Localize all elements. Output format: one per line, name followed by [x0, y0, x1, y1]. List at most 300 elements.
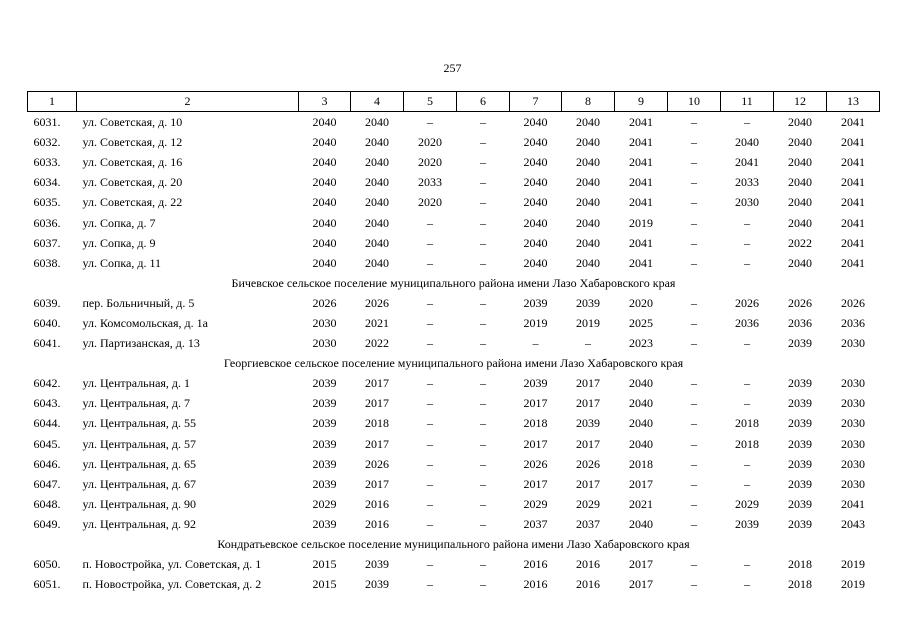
year-cell: 2037: [523, 516, 548, 531]
year-cell: 2017: [576, 396, 600, 411]
year-cell: –: [744, 376, 750, 391]
year-cell: 2015: [312, 577, 337, 592]
year-cell: 2016: [523, 557, 548, 572]
address-cell: ул. Центральная, д. 57: [82, 436, 197, 451]
year-cell: 2026: [735, 295, 759, 310]
year-cell: –: [480, 175, 486, 190]
table-row: [28, 293, 880, 313]
year-cell: 2019: [523, 315, 548, 330]
year-cell: 2040: [576, 135, 600, 150]
year-cell: 2025: [629, 315, 653, 330]
section-heading-row: [28, 353, 880, 373]
year-cell: 2041: [629, 135, 653, 150]
year-cell: 2017: [523, 436, 548, 451]
section-heading-row: [28, 273, 880, 293]
year-cell: 2040: [523, 135, 548, 150]
header-cell: 8: [562, 92, 615, 112]
year-cell: 2033: [735, 175, 759, 190]
year-cell: 2039: [788, 376, 812, 391]
year-cell: –: [480, 195, 486, 210]
year-cell: 2040: [629, 376, 653, 391]
address-cell: ул. Центральная, д. 67: [82, 476, 197, 491]
year-cell: –: [691, 456, 697, 471]
table-row: [28, 454, 880, 474]
year-cell: 2030: [841, 456, 865, 471]
year-cell: –: [480, 436, 486, 451]
year-cell: 2041: [841, 135, 865, 150]
year-cell: 2030: [735, 195, 759, 210]
year-cell: 2039: [312, 396, 337, 411]
year-cell: –: [480, 135, 486, 150]
year-cell: 2015: [312, 557, 337, 572]
year-cell: –: [427, 496, 433, 511]
year-cell: 2017: [629, 476, 653, 491]
address-cell: ул. Советская, д. 10: [82, 115, 183, 130]
year-cell: 2017: [576, 436, 600, 451]
year-cell: 2021: [365, 315, 389, 330]
header-cell: 6: [457, 92, 510, 112]
year-cell: 2040: [576, 195, 600, 210]
year-cell: 2040: [365, 155, 389, 170]
address-cell: ул. Центральная, д. 92: [82, 516, 197, 531]
year-cell: 2018: [788, 557, 812, 572]
year-cell: 2039: [312, 416, 337, 431]
year-cell: 2040: [523, 215, 548, 230]
year-cell: 2043: [841, 516, 865, 531]
header-cell: 7: [510, 92, 562, 112]
header-cell: 4: [351, 92, 404, 112]
year-cell: 2040: [312, 195, 337, 210]
header-cell: 12: [774, 92, 827, 112]
year-cell: –: [480, 376, 486, 391]
address-cell: п. Новостройка, ул. Советская, д. 1: [82, 557, 262, 572]
year-cell: –: [691, 255, 697, 270]
year-cell: 2039: [788, 456, 812, 471]
year-cell: –: [427, 336, 433, 351]
year-cell: 2026: [312, 295, 337, 310]
table-row: [28, 233, 880, 253]
row-number: 6036.: [33, 215, 61, 230]
section-heading-row: [28, 534, 880, 554]
year-cell: 2039: [576, 295, 600, 310]
row-number: 6047.: [33, 476, 61, 491]
table-row: [28, 152, 880, 172]
year-cell: –: [744, 215, 750, 230]
year-cell: 2036: [735, 315, 759, 330]
year-cell: 2040: [365, 255, 389, 270]
year-cell: 2029: [735, 496, 759, 511]
year-cell: –: [744, 577, 750, 592]
year-cell: –: [480, 155, 486, 170]
year-cell: –: [691, 376, 697, 391]
year-cell: 2030: [841, 436, 865, 451]
year-cell: 2041: [629, 235, 653, 250]
year-cell: 2040: [365, 195, 389, 210]
year-cell: 2040: [576, 215, 600, 230]
year-cell: –: [744, 255, 750, 270]
year-cell: 2040: [629, 516, 653, 531]
address-cell: ул. Сопка, д. 9: [82, 235, 156, 250]
year-cell: –: [744, 235, 750, 250]
year-cell: 2036: [841, 315, 865, 330]
year-cell: –: [744, 115, 750, 130]
year-cell: 2018: [735, 416, 759, 431]
year-cell: 2030: [841, 396, 865, 411]
row-number: 6034.: [33, 175, 61, 190]
year-cell: 2040: [312, 115, 337, 130]
year-cell: 2018: [365, 416, 389, 431]
year-cell: 2020: [629, 295, 653, 310]
year-cell: 2040: [576, 175, 600, 190]
header-cell: 1: [28, 92, 77, 112]
year-cell: –: [427, 516, 433, 531]
year-cell: –: [480, 215, 486, 230]
section-heading: Кондратьевское сельское поселение муниципального района имени Лазо Хабаровского края: [217, 537, 690, 552]
year-cell: 2041: [841, 235, 865, 250]
header-cell: 5: [404, 92, 457, 112]
year-cell: 2040: [312, 235, 337, 250]
year-cell: 2016: [576, 557, 600, 572]
year-cell: –: [427, 115, 433, 130]
row-number: 6031.: [33, 115, 61, 130]
year-cell: –: [480, 336, 486, 351]
year-cell: –: [691, 557, 697, 572]
row-number: 6051.: [33, 577, 61, 592]
address-cell: ул. Советская, д. 22: [82, 195, 183, 210]
year-cell: 2017: [523, 476, 548, 491]
year-cell: 2022: [788, 235, 812, 250]
year-cell: 2030: [312, 336, 337, 351]
year-cell: –: [427, 456, 433, 471]
year-cell: 2040: [576, 115, 600, 130]
year-cell: –: [585, 336, 591, 351]
year-cell: 2041: [841, 496, 865, 511]
row-number: 6045.: [33, 436, 61, 451]
row-number: 6042.: [33, 376, 61, 391]
year-cell: 2020: [418, 195, 442, 210]
year-cell: –: [744, 456, 750, 471]
row-number: 6037.: [33, 235, 61, 250]
year-cell: 2039: [312, 476, 337, 491]
year-cell: 2039: [576, 416, 600, 431]
year-cell: 2036: [788, 315, 812, 330]
year-cell: 2017: [523, 396, 548, 411]
year-cell: 2030: [841, 376, 865, 391]
year-cell: 2039: [523, 376, 548, 391]
year-cell: 2040: [788, 175, 812, 190]
table-row: [28, 253, 880, 273]
year-cell: 2017: [629, 577, 653, 592]
year-cell: –: [691, 235, 697, 250]
year-cell: 2039: [788, 516, 812, 531]
year-cell: –: [480, 557, 486, 572]
year-cell: 2020: [418, 135, 442, 150]
year-cell: 2020: [418, 155, 442, 170]
address-cell: ул. Советская, д. 12: [82, 135, 183, 150]
year-cell: –: [427, 396, 433, 411]
register-table: [27, 91, 880, 594]
year-cell: –: [427, 416, 433, 431]
year-cell: 2026: [841, 295, 865, 310]
year-cell: 2040: [788, 195, 812, 210]
year-cell: 2030: [841, 336, 865, 351]
year-cell: 2041: [841, 195, 865, 210]
year-cell: 2039: [312, 436, 337, 451]
year-cell: 2040: [523, 175, 548, 190]
year-cell: –: [480, 516, 486, 531]
year-cell: 2017: [365, 376, 389, 391]
year-cell: 2041: [735, 155, 759, 170]
row-number: 6043.: [33, 396, 61, 411]
year-cell: 2040: [312, 255, 337, 270]
year-cell: 2033: [418, 175, 442, 190]
year-cell: 2039: [365, 577, 389, 592]
table-row: [28, 212, 880, 232]
year-cell: –: [480, 115, 486, 130]
year-cell: 2019: [841, 577, 865, 592]
year-cell: –: [691, 175, 697, 190]
section-heading: Георгиевское сельское поселение муниципального района имени Лазо Хабаровского края: [223, 356, 684, 371]
year-cell: –: [691, 416, 697, 431]
year-cell: 2018: [523, 416, 548, 431]
year-cell: 2041: [629, 175, 653, 190]
year-cell: –: [691, 135, 697, 150]
year-cell: 2039: [788, 416, 812, 431]
address-cell: ул. Советская, д. 20: [82, 175, 183, 190]
year-cell: –: [480, 577, 486, 592]
year-cell: 2039: [788, 436, 812, 451]
year-cell: –: [427, 436, 433, 451]
year-cell: –: [691, 195, 697, 210]
year-cell: –: [480, 315, 486, 330]
year-cell: 2026: [788, 295, 812, 310]
row-number: 6048.: [33, 496, 61, 511]
year-cell: –: [480, 235, 486, 250]
column-numbers-row: [28, 92, 880, 112]
year-cell: –: [691, 436, 697, 451]
year-cell: 2039: [312, 516, 337, 531]
year-cell: 2040: [523, 115, 548, 130]
year-cell: 2019: [841, 557, 865, 572]
address-cell: пер. Больничный, д. 5: [82, 295, 195, 310]
row-number: 6033.: [33, 155, 61, 170]
year-cell: –: [480, 496, 486, 511]
year-cell: 2041: [841, 255, 865, 270]
year-cell: 2039: [788, 476, 812, 491]
year-cell: 2040: [788, 155, 812, 170]
row-number: 6050.: [33, 557, 61, 572]
header-cell: 3: [299, 92, 351, 112]
page-number: 257: [443, 61, 462, 75]
year-cell: 2040: [523, 235, 548, 250]
table-row: [28, 373, 880, 393]
year-cell: 2030: [841, 476, 865, 491]
year-cell: –: [691, 155, 697, 170]
year-cell: 2039: [523, 295, 548, 310]
year-cell: 2018: [629, 456, 653, 471]
table-row: [28, 333, 880, 353]
year-cell: 2040: [576, 155, 600, 170]
table-row: [28, 434, 880, 454]
address-cell: ул. Сопка, д. 11: [82, 255, 162, 270]
year-cell: 2041: [841, 175, 865, 190]
year-cell: 2017: [365, 476, 389, 491]
table-row: [28, 574, 880, 594]
header-cell: 11: [721, 92, 774, 112]
year-cell: 2026: [576, 456, 600, 471]
header-cell: 13: [827, 92, 880, 112]
year-cell: 2039: [735, 516, 759, 531]
table-row: [28, 112, 880, 133]
year-cell: 2039: [312, 456, 337, 471]
year-cell: 2040: [312, 135, 337, 150]
year-cell: 2041: [841, 155, 865, 170]
year-cell: 2019: [576, 315, 600, 330]
year-cell: –: [691, 315, 697, 330]
year-cell: –: [691, 215, 697, 230]
year-cell: 2030: [841, 416, 865, 431]
year-cell: 2040: [312, 175, 337, 190]
year-cell: –: [691, 396, 697, 411]
year-cell: –: [427, 557, 433, 572]
year-cell: –: [691, 496, 697, 511]
year-cell: 2016: [365, 516, 389, 531]
address-cell: ул. Центральная, д. 90: [82, 496, 197, 511]
header-cell: 9: [615, 92, 668, 112]
table-row: [28, 393, 880, 413]
address-cell: ул. Советская, д. 16: [82, 155, 183, 170]
header-cell: 2: [77, 92, 299, 112]
year-cell: 2016: [576, 577, 600, 592]
table-row: [28, 474, 880, 494]
year-cell: –: [427, 376, 433, 391]
year-cell: –: [691, 115, 697, 130]
year-cell: –: [427, 215, 433, 230]
year-cell: 2040: [365, 135, 389, 150]
table-row: [28, 192, 880, 212]
address-cell: ул. Партизанская, д. 13: [82, 336, 200, 351]
year-cell: 2040: [365, 175, 389, 190]
year-cell: 2040: [629, 436, 653, 451]
address-cell: ул. Центральная, д. 7: [82, 396, 191, 411]
year-cell: 2019: [629, 215, 653, 230]
year-cell: 2026: [365, 456, 389, 471]
year-cell: 2039: [365, 557, 389, 572]
year-cell: 2040: [523, 255, 548, 270]
table-row: [28, 313, 880, 333]
address-cell: ул. Комсомольская, д. 1а: [82, 315, 208, 330]
year-cell: 2040: [735, 135, 759, 150]
row-number: 6038.: [33, 255, 61, 270]
year-cell: 2017: [576, 376, 600, 391]
table-row: [28, 413, 880, 433]
year-cell: –: [480, 456, 486, 471]
year-cell: 2017: [576, 476, 600, 491]
year-cell: 2018: [735, 436, 759, 451]
year-cell: –: [427, 295, 433, 310]
year-cell: –: [744, 476, 750, 491]
year-cell: 2022: [365, 336, 389, 351]
year-cell: 2026: [365, 295, 389, 310]
year-cell: 2041: [629, 195, 653, 210]
year-cell: 2039: [788, 496, 812, 511]
year-cell: 2039: [788, 336, 812, 351]
year-cell: –: [691, 336, 697, 351]
year-cell: 2016: [365, 496, 389, 511]
year-cell: –: [744, 336, 750, 351]
year-cell: 2029: [312, 496, 337, 511]
year-cell: 2040: [312, 155, 337, 170]
year-cell: –: [427, 476, 433, 491]
address-cell: ул. Центральная, д. 1: [82, 376, 191, 391]
year-cell: 2040: [523, 195, 548, 210]
section-heading: Бичевское сельское поселение муниципального района имени Лазо Хабаровского края: [231, 275, 676, 290]
year-cell: –: [480, 476, 486, 491]
year-cell: 2041: [629, 115, 653, 130]
year-cell: –: [427, 577, 433, 592]
year-cell: –: [532, 336, 539, 351]
year-cell: 2023: [629, 336, 653, 351]
year-cell: 2017: [629, 557, 653, 572]
year-cell: 2040: [576, 255, 600, 270]
year-cell: 2016: [523, 577, 548, 592]
address-cell: ул. Сопка, д. 7: [82, 215, 156, 230]
year-cell: –: [480, 255, 486, 270]
address-cell: ул. Центральная, д. 55: [82, 416, 197, 431]
table-row: [28, 132, 880, 152]
year-cell: –: [480, 295, 486, 310]
year-cell: 2017: [365, 436, 389, 451]
row-number: 6041.: [33, 336, 61, 351]
row-number: 6049.: [33, 516, 61, 531]
year-cell: 2040: [788, 115, 812, 130]
header-cell: 10: [668, 92, 721, 112]
year-cell: –: [427, 315, 433, 330]
year-cell: 2029: [523, 496, 548, 511]
year-cell: 2039: [312, 376, 337, 391]
year-cell: –: [691, 476, 697, 491]
table-row: [28, 554, 880, 574]
year-cell: 2018: [788, 577, 812, 592]
row-number: 6044.: [33, 416, 61, 431]
year-cell: 2041: [629, 155, 653, 170]
year-cell: –: [744, 396, 750, 411]
year-cell: –: [427, 235, 433, 250]
year-cell: –: [427, 255, 433, 270]
row-number: 6039.: [33, 295, 61, 310]
year-cell: 2040: [788, 135, 812, 150]
year-cell: 2037: [576, 516, 600, 531]
row-number: 6046.: [33, 456, 61, 471]
year-cell: 2041: [629, 255, 653, 270]
table-body: [28, 112, 880, 595]
year-cell: 2040: [523, 155, 548, 170]
table-row: [28, 494, 880, 514]
year-cell: –: [691, 516, 697, 531]
year-cell: 2030: [312, 315, 337, 330]
year-cell: 2039: [788, 396, 812, 411]
table-row: [28, 514, 880, 534]
table-row: [28, 172, 880, 192]
year-cell: 2026: [523, 456, 548, 471]
year-cell: 2040: [365, 215, 389, 230]
year-cell: 2040: [576, 235, 600, 250]
year-cell: 2041: [841, 115, 865, 130]
year-cell: –: [480, 396, 486, 411]
row-number: 6040.: [33, 315, 61, 330]
year-cell: 2040: [365, 115, 389, 130]
year-cell: 2029: [576, 496, 600, 511]
